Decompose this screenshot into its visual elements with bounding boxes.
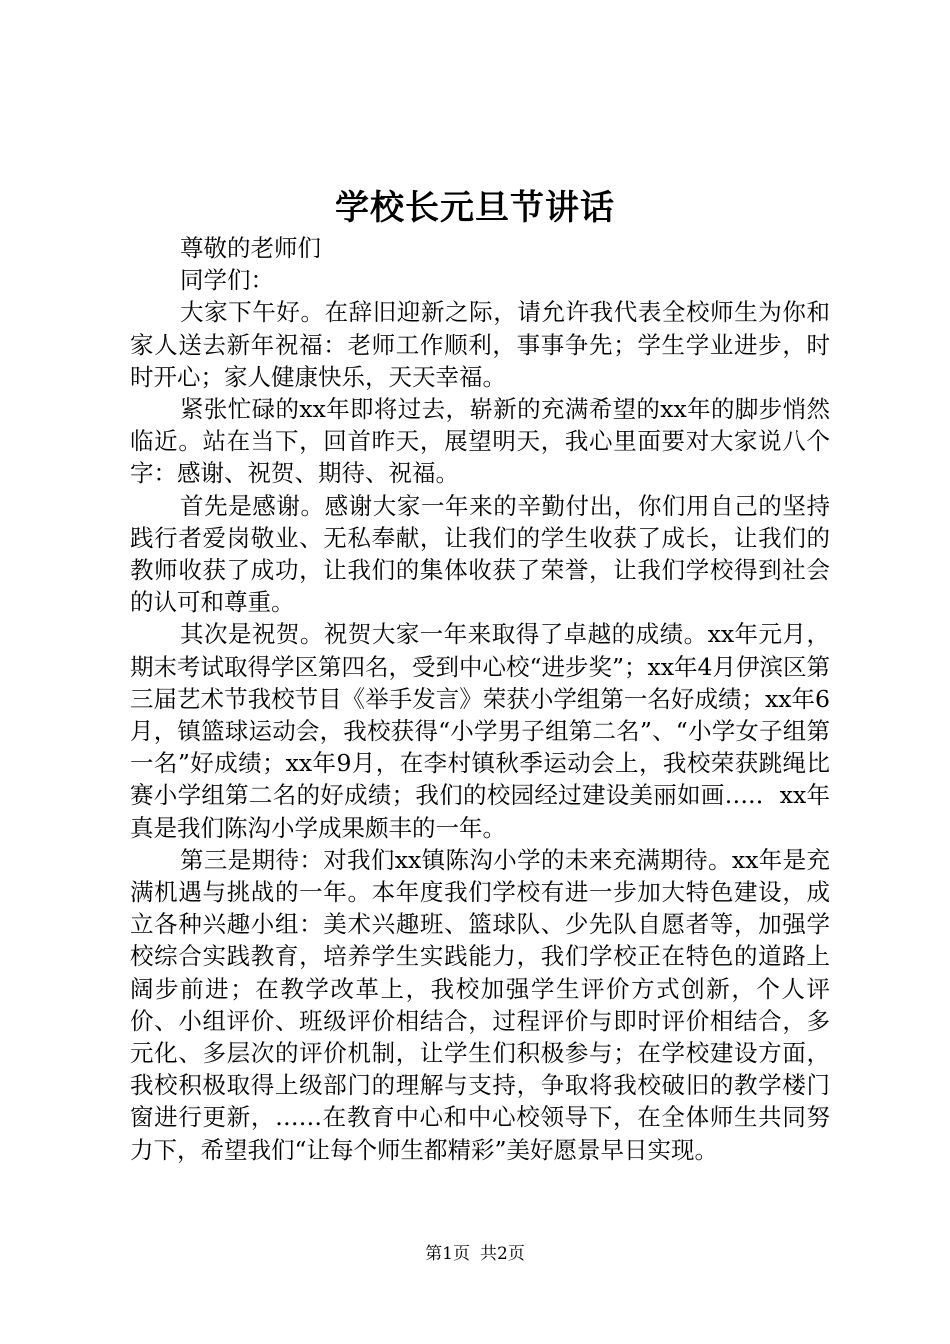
page-total: 共2页 xyxy=(480,1244,525,1264)
paragraph-eight-words: 紧张忙碌的xx年即将过去，崭新的充满希望的xx年的脚步悄然临近。站在当下，回首昨天，展望明天，我心里面要对大家说八个字：感谢、祝贺、期待、祝福。 xyxy=(130,395,830,488)
paragraph-congratulations: 其次是祝贺。祝贺大家一年来取得了卓越的成绩。xx年元月，期末考试取得学区第四名，受到中心校“进步奖”；xx年4月伊滨区第三届艺术节我校节目《举手发言》荣获小学组第一名好成绩；xx年6月，镇篮球运动会，我校获得“小学男子组第二名”、“小学女子组第一名”好成绩；xx年9月，在李村镇秋季运动会上，我校荣获跳绳比赛小学组第二名的好成绩；我们的校园经过建设美丽如画….．xx年真是我们陈沟小学成果颇丰的一年。 xyxy=(130,620,830,842)
paragraph-thanks: 首先是感谢。感谢大家一年来的辛勤付出，你们用自己的坚持践行者爱岗敬业、无私奉献，让我们的学生收获了成长，让我们的教师收获了成功，让我们的集体收获了荣誉，让我们学校得到社会的认可和尊重。 xyxy=(130,491,830,617)
document-title: 学校长元旦节讲话 xyxy=(335,188,615,228)
greeting-students: 同学们： xyxy=(180,266,274,295)
greeting-teachers: 尊敬的老师们 xyxy=(180,234,321,262)
paragraph-expectations: 第三是期待：对我们xx镇陈沟小学的未来充满期待。xx年是充满机遇与挑战的一年。本年度我们学校有进一步加大特色建设，成立各种兴趣小组：美术兴趣班、篮球队、少先队自愿者等，加强学校综合实践教育，培养学生实践能力，我们学校正在特色的道路上阔步前进；在教学改革上，我校加强学生评价方式创新，个人评价、小组评价、班级评价相结合，过程评价与即时评价相结合，多元化、多层次的评价机制，让学生们积极参与；在学校建设方面，我校积极取得上级部门的理解与支持，争取将我校破旧的教学楼门窗进行更新，……在教育中心和中心校领导下，在全体师生共同努力下，希望我们“让每个师生都精彩”美好愿景早日实现。 xyxy=(130,845,830,1164)
paragraph-new-year-wishes: 大家下午好。在辞旧迎新之际，请允许我代表全校师生为你和家人送去新年祝福：老师工作顺利，事事争先；学生学业进步，时时开心；家人健康快乐，天天幸福。 xyxy=(130,298,830,391)
page-footer xyxy=(0,1242,950,1266)
document-body xyxy=(130,232,830,1166)
page-number: 第1页 xyxy=(425,1244,470,1264)
